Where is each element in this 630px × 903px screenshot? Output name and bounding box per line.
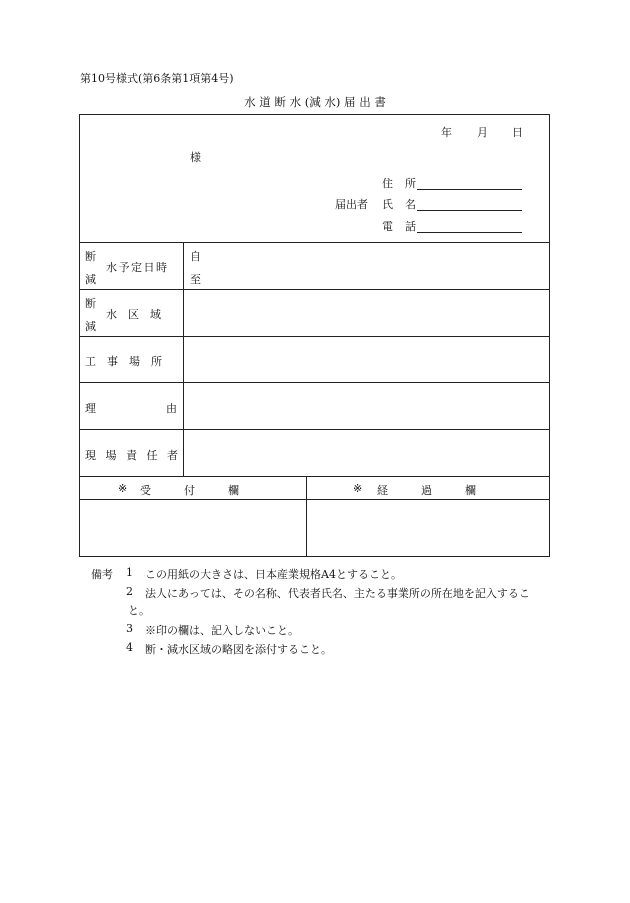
reason-label-first: 理 xyxy=(85,402,96,415)
label-column-divider xyxy=(183,242,184,476)
datetime-from-label: 自 xyxy=(190,250,201,263)
remarks-heading: 備考 xyxy=(91,568,113,581)
area-char-reduce: 減 xyxy=(85,320,96,333)
row-divider xyxy=(79,429,550,430)
phone-label-second: 話 xyxy=(405,220,416,233)
reason-label-second: 由 xyxy=(166,402,177,415)
address-field-line[interactable] xyxy=(417,189,522,190)
remark-number: 1 xyxy=(126,566,133,579)
name-label-first: 氏 xyxy=(382,198,393,211)
remark-text: 断・減水区域の略図を添付すること。 xyxy=(145,643,332,656)
address-label-first: 住 xyxy=(382,177,393,190)
row-divider xyxy=(79,242,550,243)
applicant-label: 届出者 xyxy=(335,198,368,211)
remark-text-continued: と。 xyxy=(128,604,150,617)
remark-number: 3 xyxy=(126,622,133,635)
site-label: 工 事 場 所 xyxy=(85,355,162,368)
progress-mark: ※ xyxy=(353,482,363,495)
remark-text: 法人にあっては、その名称、代表者氏名、主たる事業所の所在地を記入するこ xyxy=(145,587,530,600)
year-label: 年 xyxy=(441,126,452,139)
remark-number: 2 xyxy=(126,585,133,598)
form-number-label: 第10号様式(第6条第1項第4号) xyxy=(80,72,234,85)
manager-label: 現 場 責 任 者 xyxy=(85,449,181,462)
datetime-char-reduce: 減 xyxy=(85,273,96,286)
name-field-line[interactable] xyxy=(417,210,522,211)
reception-label: 受 付 欄 xyxy=(140,484,239,497)
day-label: 日 xyxy=(512,126,523,139)
remark-text: ※印の欄は、記入しないこと。 xyxy=(145,624,299,637)
progress-label: 経 過 欄 xyxy=(377,484,476,497)
document-title: 水 道 断 水 (減 水) 届 出 書 xyxy=(244,95,386,109)
remark-text: この用紙の大きさは、日本産業規格A4とすること。 xyxy=(145,568,402,581)
address-label-second: 所 xyxy=(405,177,416,190)
area-label: 水 区 域 xyxy=(106,308,161,321)
datetime-to-label: 至 xyxy=(190,273,201,286)
phone-label-first: 電 xyxy=(382,220,393,233)
row-divider xyxy=(79,476,550,477)
month-label: 月 xyxy=(477,126,488,139)
row-divider xyxy=(79,336,550,337)
reception-mark: ※ xyxy=(118,482,128,495)
row-divider xyxy=(79,289,550,290)
remark-number: 4 xyxy=(126,641,133,654)
row-divider xyxy=(79,499,550,500)
datetime-label: 水予定日時 xyxy=(106,261,169,274)
bottom-column-divider xyxy=(306,476,307,557)
area-char-suspend: 断 xyxy=(85,297,96,310)
name-label-second: 名 xyxy=(405,198,416,211)
row-divider xyxy=(79,382,550,383)
phone-field-line[interactable] xyxy=(417,232,522,233)
addressee-suffix: 様 xyxy=(190,151,201,164)
datetime-char-suspend: 断 xyxy=(85,250,96,263)
